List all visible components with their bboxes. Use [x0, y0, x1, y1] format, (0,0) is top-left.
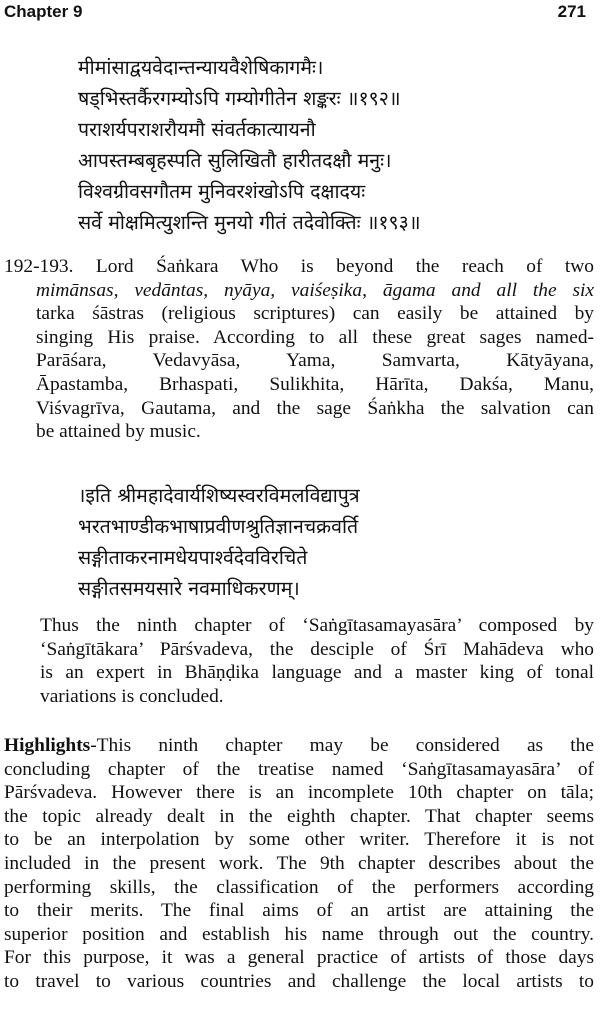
- verse-line: सङ्गीताकरनामधेयपार्श्वदेवविरचिते: [78, 546, 308, 569]
- verse-line: ।इति श्रीमहादेवार्यशिष्यस्वरविमलविद्यापुत्र: [78, 484, 360, 507]
- text-line: Viśvagrīva, Gautama, and the sage Śaṅkha the salvation can: [36, 397, 594, 419]
- text-line: to travel to various countries and challenge the local artists to: [4, 970, 594, 992]
- highlights-paragraph: [4, 734, 594, 994]
- sanskrit-colophon: [78, 480, 360, 604]
- text-line: singing His praise. According to all these great sages named-: [36, 326, 594, 348]
- text-line: tarka śāstras (religious scriptures) can easily be attained by: [36, 303, 594, 325]
- text-line: mimānsas, vedāntas, nyāya, vaiśeṣika, āgama and all the six: [36, 279, 594, 301]
- text-line: included in the present work. The 9th chapter describes about the: [4, 852, 594, 874]
- text-line: be attained by music.: [36, 421, 201, 443]
- colophon-translation: [40, 614, 594, 708]
- text-line: 192-193. Lord Śaṅkara Who is beyond the reach of two: [4, 256, 594, 277]
- text-line: the topic already dealt in the eighth chapter. That chapter seems: [4, 805, 594, 827]
- translation-192-193: [4, 255, 594, 444]
- page-header: [4, 2, 596, 28]
- text-line: For this purpose, it was a general practice of artists of those days: [4, 947, 594, 969]
- text-line: Thus the ninth chapter of ‘Saṅgītasamayasāra’ composed by: [40, 615, 594, 636]
- verse-line: विश्वग्रीवसगौतम मुनिवरशंखोऽपि दक्षादयः: [78, 180, 366, 203]
- text-line: variations is concluded.: [40, 685, 224, 707]
- text-line: Parāśara, Vedavyāsa, Yama, Samvarta, Kātyāyana,: [36, 350, 594, 372]
- text-line: ‘Saṅgītākara’ Pārśvadeva, the desciple of Śrī Mahādeva who: [40, 638, 594, 660]
- sanskrit-verse-192-193: [78, 52, 421, 238]
- text-line: concluding chapter of the treatise named ‘Saṅgītasamayasāra’ of: [4, 758, 594, 780]
- verse-line: सर्वे मोक्षमित्युशन्ति मुनयो गीतं तदेवोक्तिः ॥१९३॥: [78, 211, 421, 234]
- verse-line: आपस्तम्बबृहस्पति सुलिखितौ हारीतदक्षौ मनुः।: [78, 149, 392, 172]
- verse-line: षड्भिस्तर्कैरगम्योऽपि गम्योगीतेन शङ्करः ॥१९२॥: [78, 87, 401, 110]
- text-line: superior position and establish his name through out the country.: [4, 923, 594, 945]
- text-line: to be an interpolation by some other writer. Therefore it is not: [4, 829, 594, 851]
- text-line: to their merits. The final aims of an artist are attaining the: [4, 900, 594, 922]
- verse-line: भरतभाण्डीकभाषाप्रवीणश्रुतिज्ञानचक्रवर्ति: [78, 515, 359, 538]
- chapter-heading: Chapter 9: [4, 2, 83, 21]
- highlights-heading: Highlights: [4, 735, 91, 756]
- verse-line: पराशर्यपराशरौयमौ संवर्तकात्यायनौ: [78, 118, 316, 141]
- text-line: is an expert in Bhāṇḍika language and a master king of tonal: [40, 662, 594, 684]
- text-line: Highlights-This ninth chapter may be considered as the: [4, 735, 594, 756]
- page-number: 271: [557, 2, 586, 21]
- text-line: Āpastamba, Brhaspati, Sulikhita, Hārīta, Dakśa, Manu,: [36, 373, 594, 395]
- text-line: performing skills, the classification of the performers according: [4, 876, 594, 898]
- verse-line: सङ्गीतसमयसारे नवमाधिकरणम्।: [78, 577, 300, 600]
- text-line: Pārśvadeva. However there is an incomplete 10th chapter on tāla;: [4, 782, 594, 804]
- verse-line: मीमांसाद्वयवेदान्तन्यायवैशेषिकागमैः।: [78, 56, 324, 79]
